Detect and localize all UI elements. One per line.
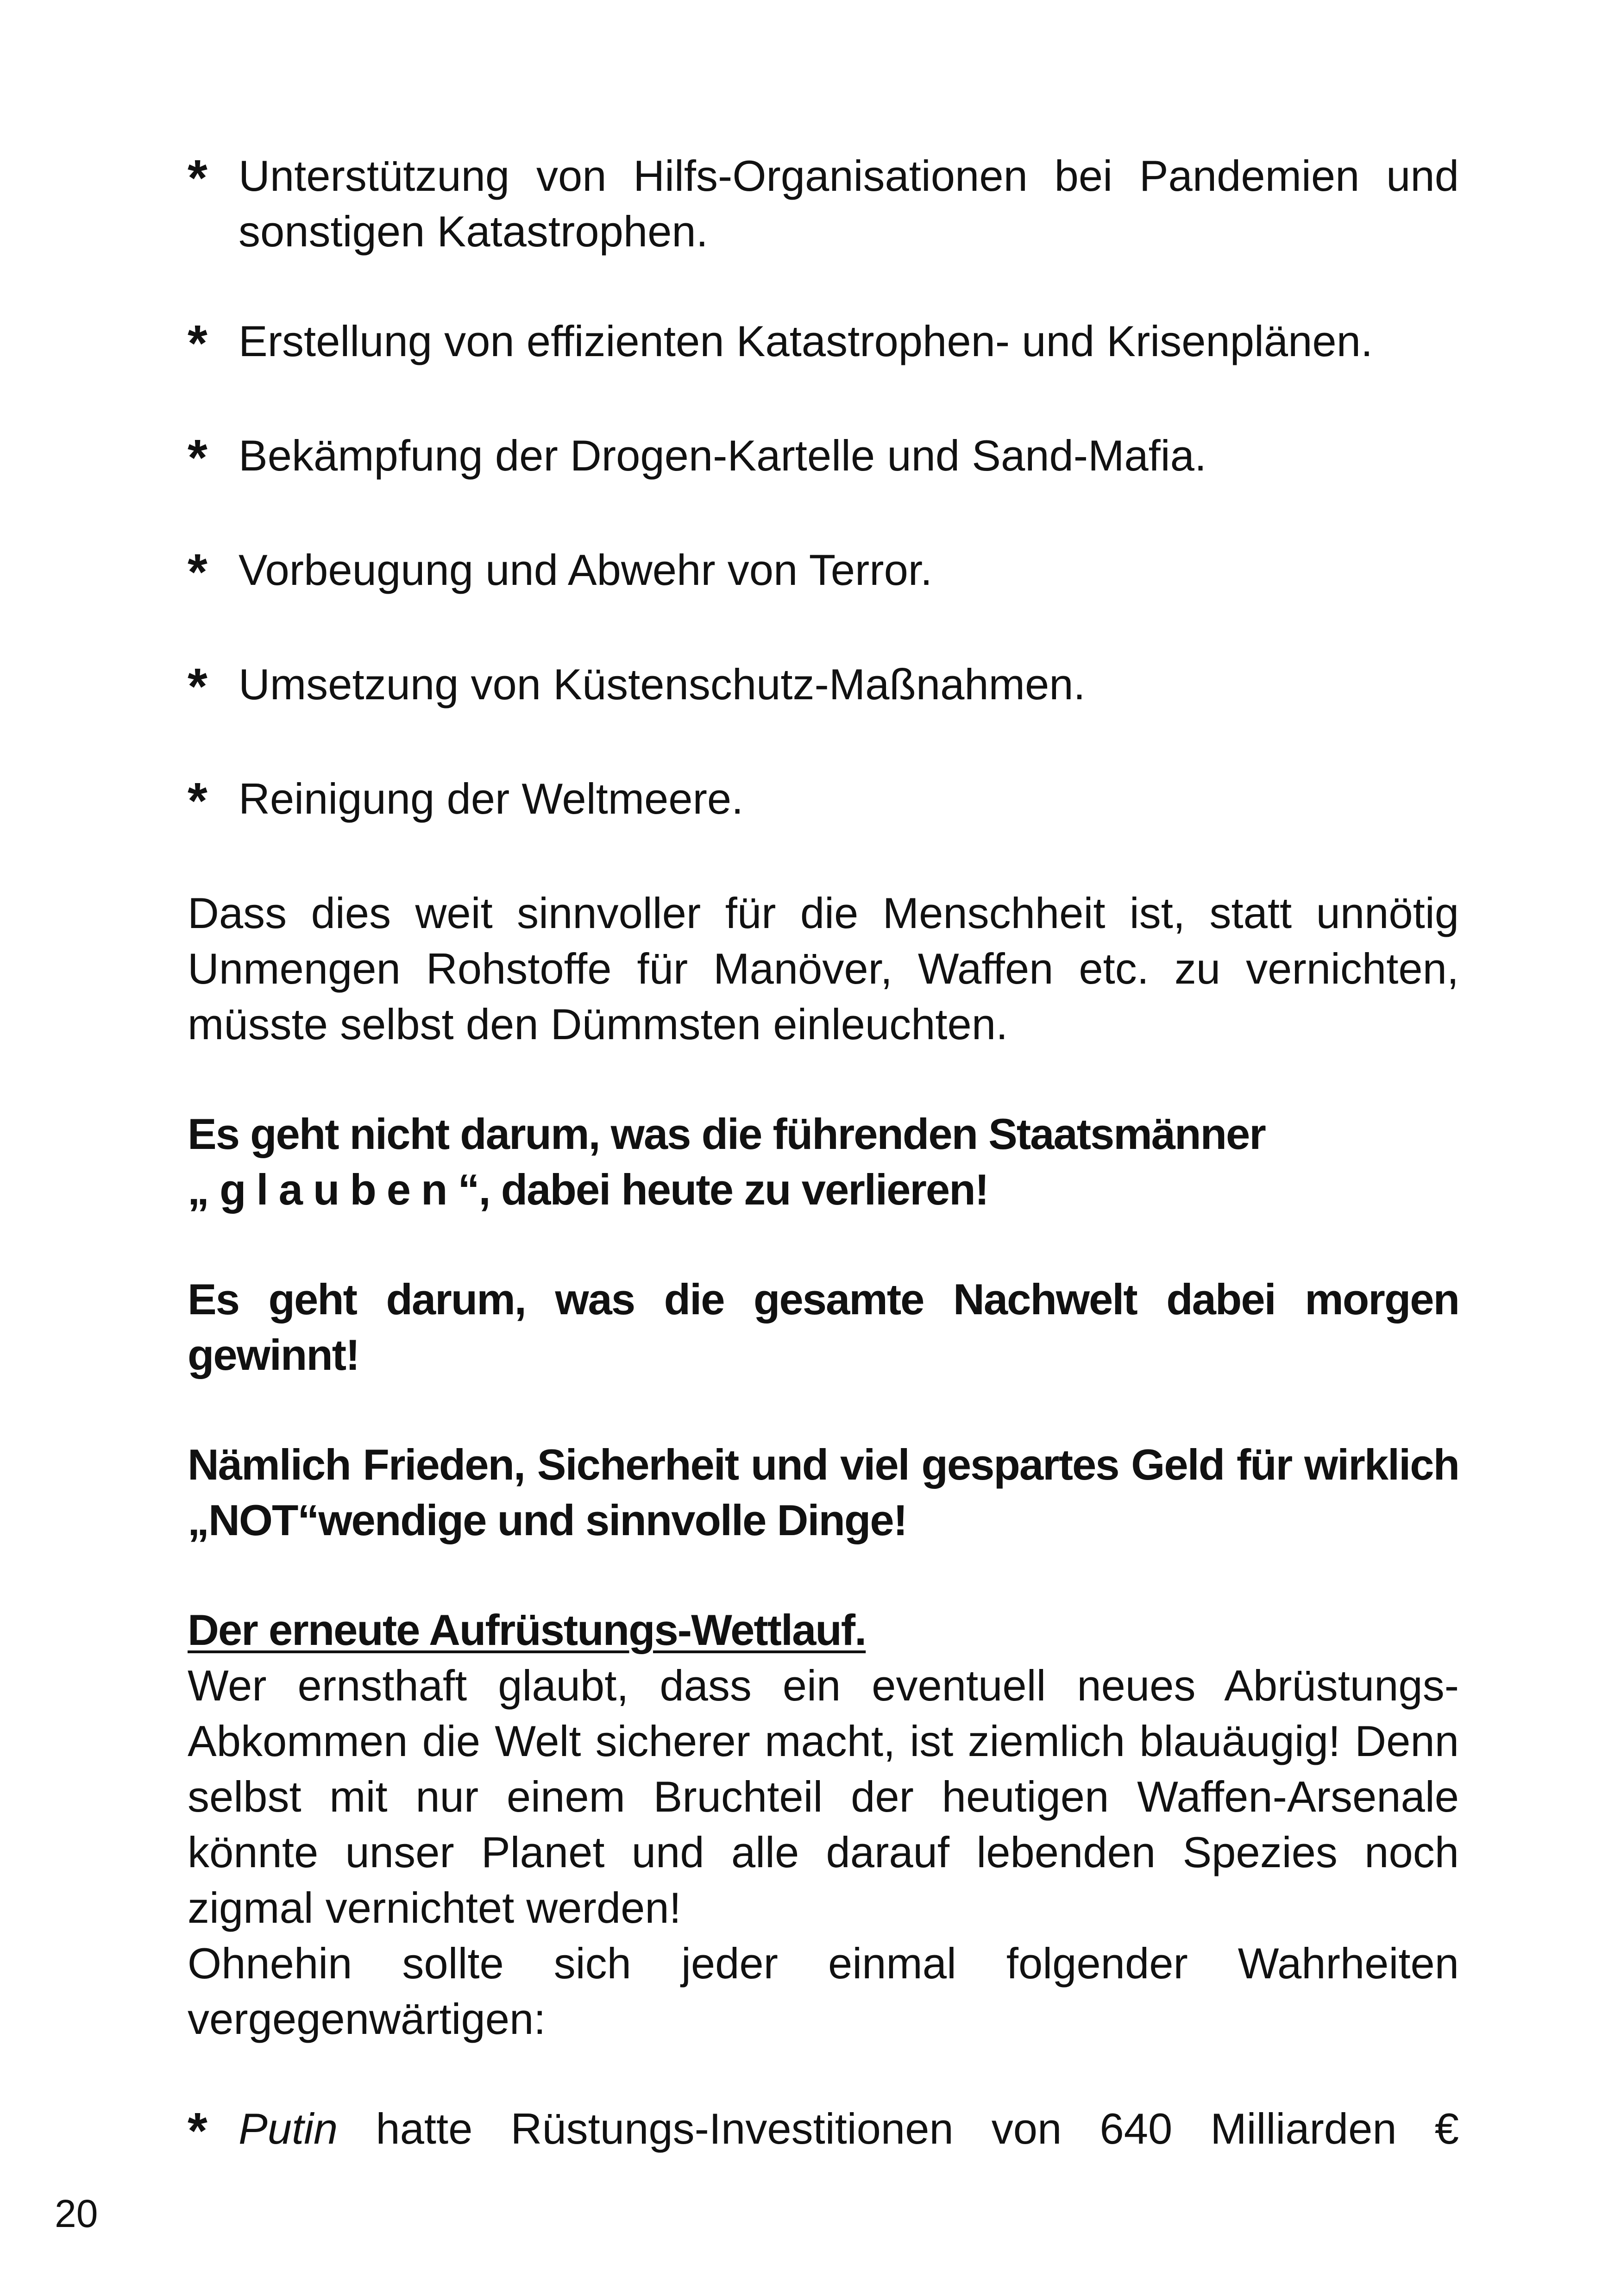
- list-item: [188, 771, 1459, 831]
- bullet-text: Unterstützung von Hilfs-Organisationen bei Pandemien und sonstigen Katastrophen.: [239, 151, 1459, 256]
- bullet-text: Bekämpfung der Drogen-Kartelle und Sand-Mafia.: [239, 431, 1207, 480]
- bold-statement-1-line-1: Es geht nicht darum, was die führenden Staatsmänner: [188, 1110, 1265, 1158]
- body-paragraph: Wer ernsthaft glaubt, dass ein eventuell neues Abrüstungs-Abkommen die Welt sicherer macht, ist ziemlich blauäugig! Denn selbst mit nur einem Bruchteil der heutigen Waffen-Arsenale könnte unser Planet und alle darauf lebenden Spezies noch zigmal vernichtet werden!: [188, 1661, 1459, 1932]
- bullet-rest: hatte Rüstungs-Investitionen von 640 Milliarden €: [376, 2104, 1459, 2153]
- bullet-text: Reinigung der Weltmeere.: [239, 774, 744, 823]
- page-content: [188, 148, 1459, 2215]
- spaced-word: glauben: [220, 1165, 458, 1214]
- bold-statement-2: Es geht darum, was die gesamte Nachwelt dabei morgen gewinnt!: [188, 1275, 1459, 1379]
- list-item: [188, 314, 1459, 374]
- page-number: 20: [55, 2192, 98, 2235]
- list-item: [188, 542, 1459, 602]
- section-heading: Der erneute Aufrüstungs-Wettlauf.: [188, 1606, 866, 1654]
- bullet-symbol: *: [188, 544, 207, 601]
- bullet-symbol: *: [188, 2102, 207, 2159]
- list-item: [188, 657, 1459, 717]
- bullet-text: Umsetzung von Küstenschutz-Maßnahmen.: [239, 660, 1086, 709]
- bullet-text: [239, 2101, 1459, 2157]
- bullet-symbol: *: [188, 658, 207, 715]
- bullet-text: Erstellung von effizienten Katastrophen- und Krisenplänen.: [239, 317, 1373, 365]
- body-paragraph: Dass dies weit sinnvoller für die Menschheit ist, statt unnötig Unmengen Rohstoffe für Manöver, Waffen etc. zu vernichten, müsste selbst den Dümmsten einleuchten.: [188, 889, 1459, 1048]
- list-item: [188, 2101, 1459, 2161]
- body-paragraph: Ohnehin sollte sich jeder einmal folgender Wahrheiten vergegenwärtigen:: [188, 1939, 1459, 2043]
- list-item: [188, 148, 1459, 259]
- bullet-symbol: *: [188, 772, 207, 829]
- bold-statement-3: Nämlich Frieden, Sicherheit und viel gespartes Geld für wirklich „NOT“wendige und sinnvolle Dinge!: [188, 1440, 1459, 1544]
- bullet-symbol: *: [188, 429, 207, 486]
- bold-statement-1: [188, 1106, 1459, 1217]
- person-name: Putin: [239, 2104, 338, 2153]
- bullet-symbol: *: [188, 315, 207, 372]
- bullet-symbol: *: [188, 150, 207, 207]
- bold-statement-1-rest: “, dabei heute zu verlieren!: [458, 1165, 988, 1214]
- list-item: [188, 428, 1459, 488]
- open-quote: „: [188, 1165, 208, 1214]
- bullet-text: Vorbeugung und Abwehr von Terror.: [239, 546, 933, 594]
